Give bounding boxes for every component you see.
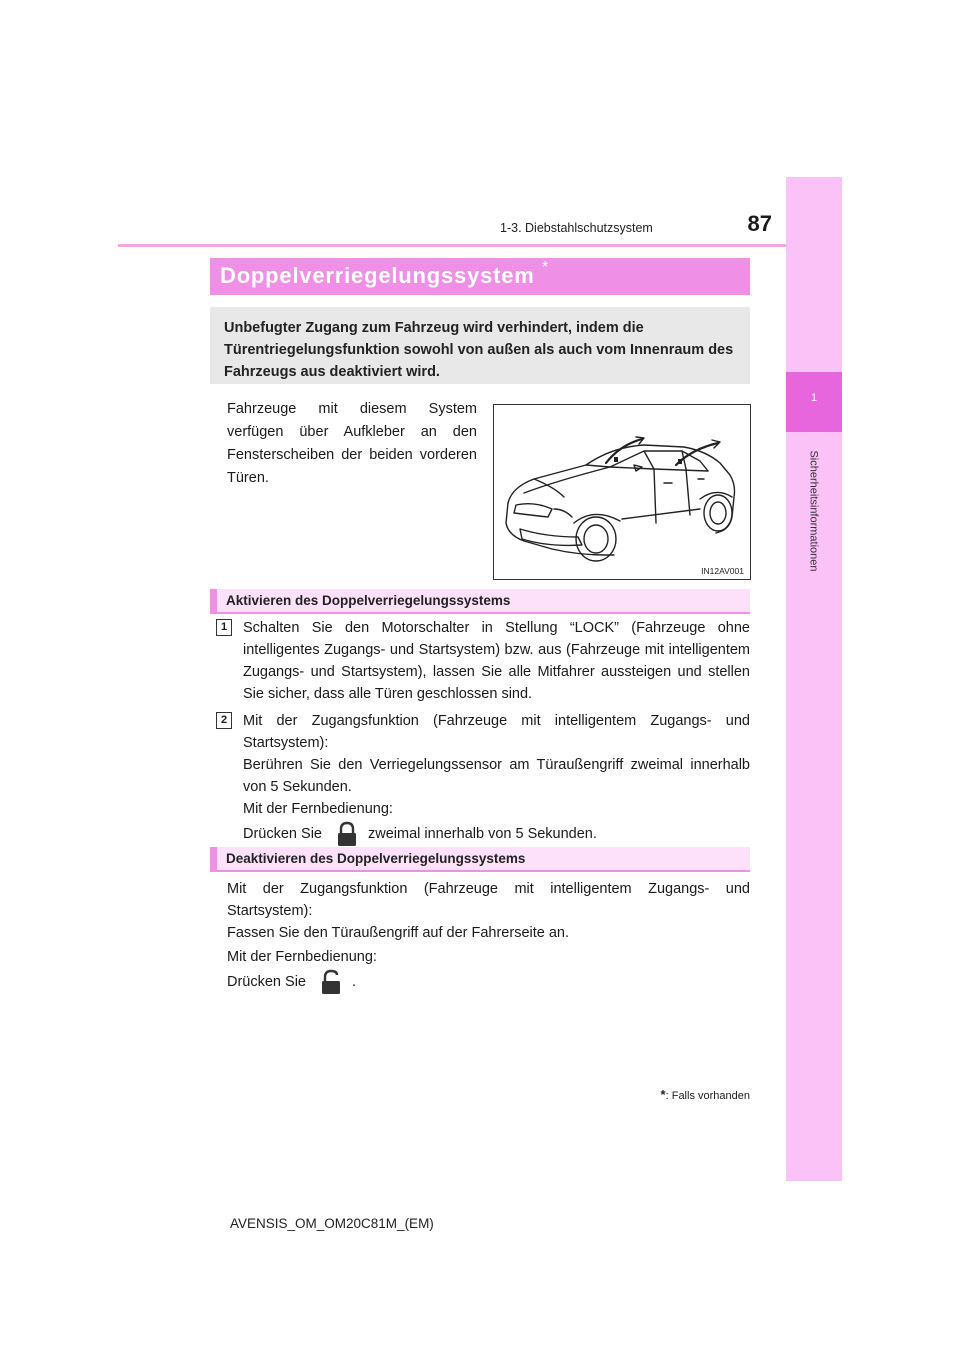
page-title: Doppelverriegelungssystem: [220, 263, 535, 288]
illustration-code: IN12AV001: [701, 566, 744, 576]
step-2-press-text-after: zweimal innerhalb von 5 Sekunden.: [367, 825, 597, 842]
car-drawing: [494, 405, 750, 579]
footnote-text: : Falls vorhanden: [665, 1090, 750, 1102]
step-1-number: 1: [216, 619, 232, 636]
chapter-label: Sicherheitsinformationen: [808, 450, 821, 572]
car-illustration: [493, 404, 751, 580]
manual-code: AVENSIS_OM_OM20C81M_(EM): [230, 1216, 434, 1231]
section-title: 1-3. Diebstahlschutzsystem: [500, 221, 653, 235]
step-2-line: Mit der Zugangsfunktion (Fahrzeuge mit intelligentem Zugangs- und Startsystem):: [243, 713, 750, 751]
page-number: 87: [747, 211, 772, 236]
deactivate-heading-bar: [210, 847, 750, 872]
deactivate-line: [227, 968, 750, 996]
step-2-line: [243, 820, 750, 848]
step-1-text: Schalten Sie den Motorschalter in Stellung “LOCK” (Fahrzeuge ohne intelligentes Zugangs- und Startsystem) bzw. aus (Fahrzeuge mit intelligentem Zugangs- und Startsystem), lassen Sie alle Mitfahrer aussteigen und stellen Sie sicher, dass alle Türen geschlossen sind.: [243, 620, 750, 702]
title-banner: [210, 258, 750, 295]
optional-equipment-marker: *: [542, 259, 549, 276]
activate-heading: Aktivieren des Doppelverriegelungssystems: [226, 593, 511, 608]
footnote-marker: *: [660, 1087, 666, 1102]
chapter-side-tab: [786, 177, 842, 1181]
chapter-number-tab[interactable]: [786, 372, 842, 432]
step-2-number: 2: [216, 712, 232, 729]
lock-open-icon: [314, 968, 348, 996]
chapter-number: 1: [810, 392, 818, 404]
deactivate-heading: Deaktivieren des Doppelverriegelungssystems: [226, 851, 526, 866]
deactivate-press-text-after: .: [351, 973, 357, 990]
activate-heading-bar: [210, 589, 750, 614]
deactivate-line: Mit der Fernbedienung:: [227, 949, 377, 965]
chapter-label-tab: [786, 436, 842, 586]
deactivate-paragraph-2: [227, 946, 750, 996]
lock-closed-icon: [330, 820, 364, 848]
deactivate-paragraph-1: [227, 878, 750, 944]
step-2-line: Berühren Sie den Verriegelungssensor am Türaußengriff zweimal innerhalb von 5 Sekunden.: [243, 757, 750, 795]
deactivate-line: Fassen Sie den Türaußengriff auf der Fahrerseite an.: [227, 925, 570, 941]
intro-box: [210, 307, 750, 384]
footnote: [560, 1087, 750, 1102]
lead-paragraph: Fahrzeuge mit diesem System verfügen über Aufkleber an den Fensterscheiben der beiden vorderen Türen.: [227, 401, 477, 486]
step-2-line: Mit der Fernbedienung:: [243, 801, 393, 817]
deactivate-line: Mit der Zugangsfunktion (Fahrzeuge mit intelligentem Zugangs- und Startsystem):: [227, 881, 750, 919]
step-2-press-text: Drücken Sie: [243, 825, 322, 842]
intro-text: Unbefugter Zugang zum Fahrzeug wird verhindert, indem die Türentriegelungsfunktion sowohl von außen als auch vom Innenraum des Fahrzeugs aus deaktiviert wird.: [224, 320, 734, 380]
deactivate-press-text: Drücken Sie: [227, 973, 306, 990]
step-2-text: [243, 710, 750, 848]
header-rule: [118, 244, 786, 247]
